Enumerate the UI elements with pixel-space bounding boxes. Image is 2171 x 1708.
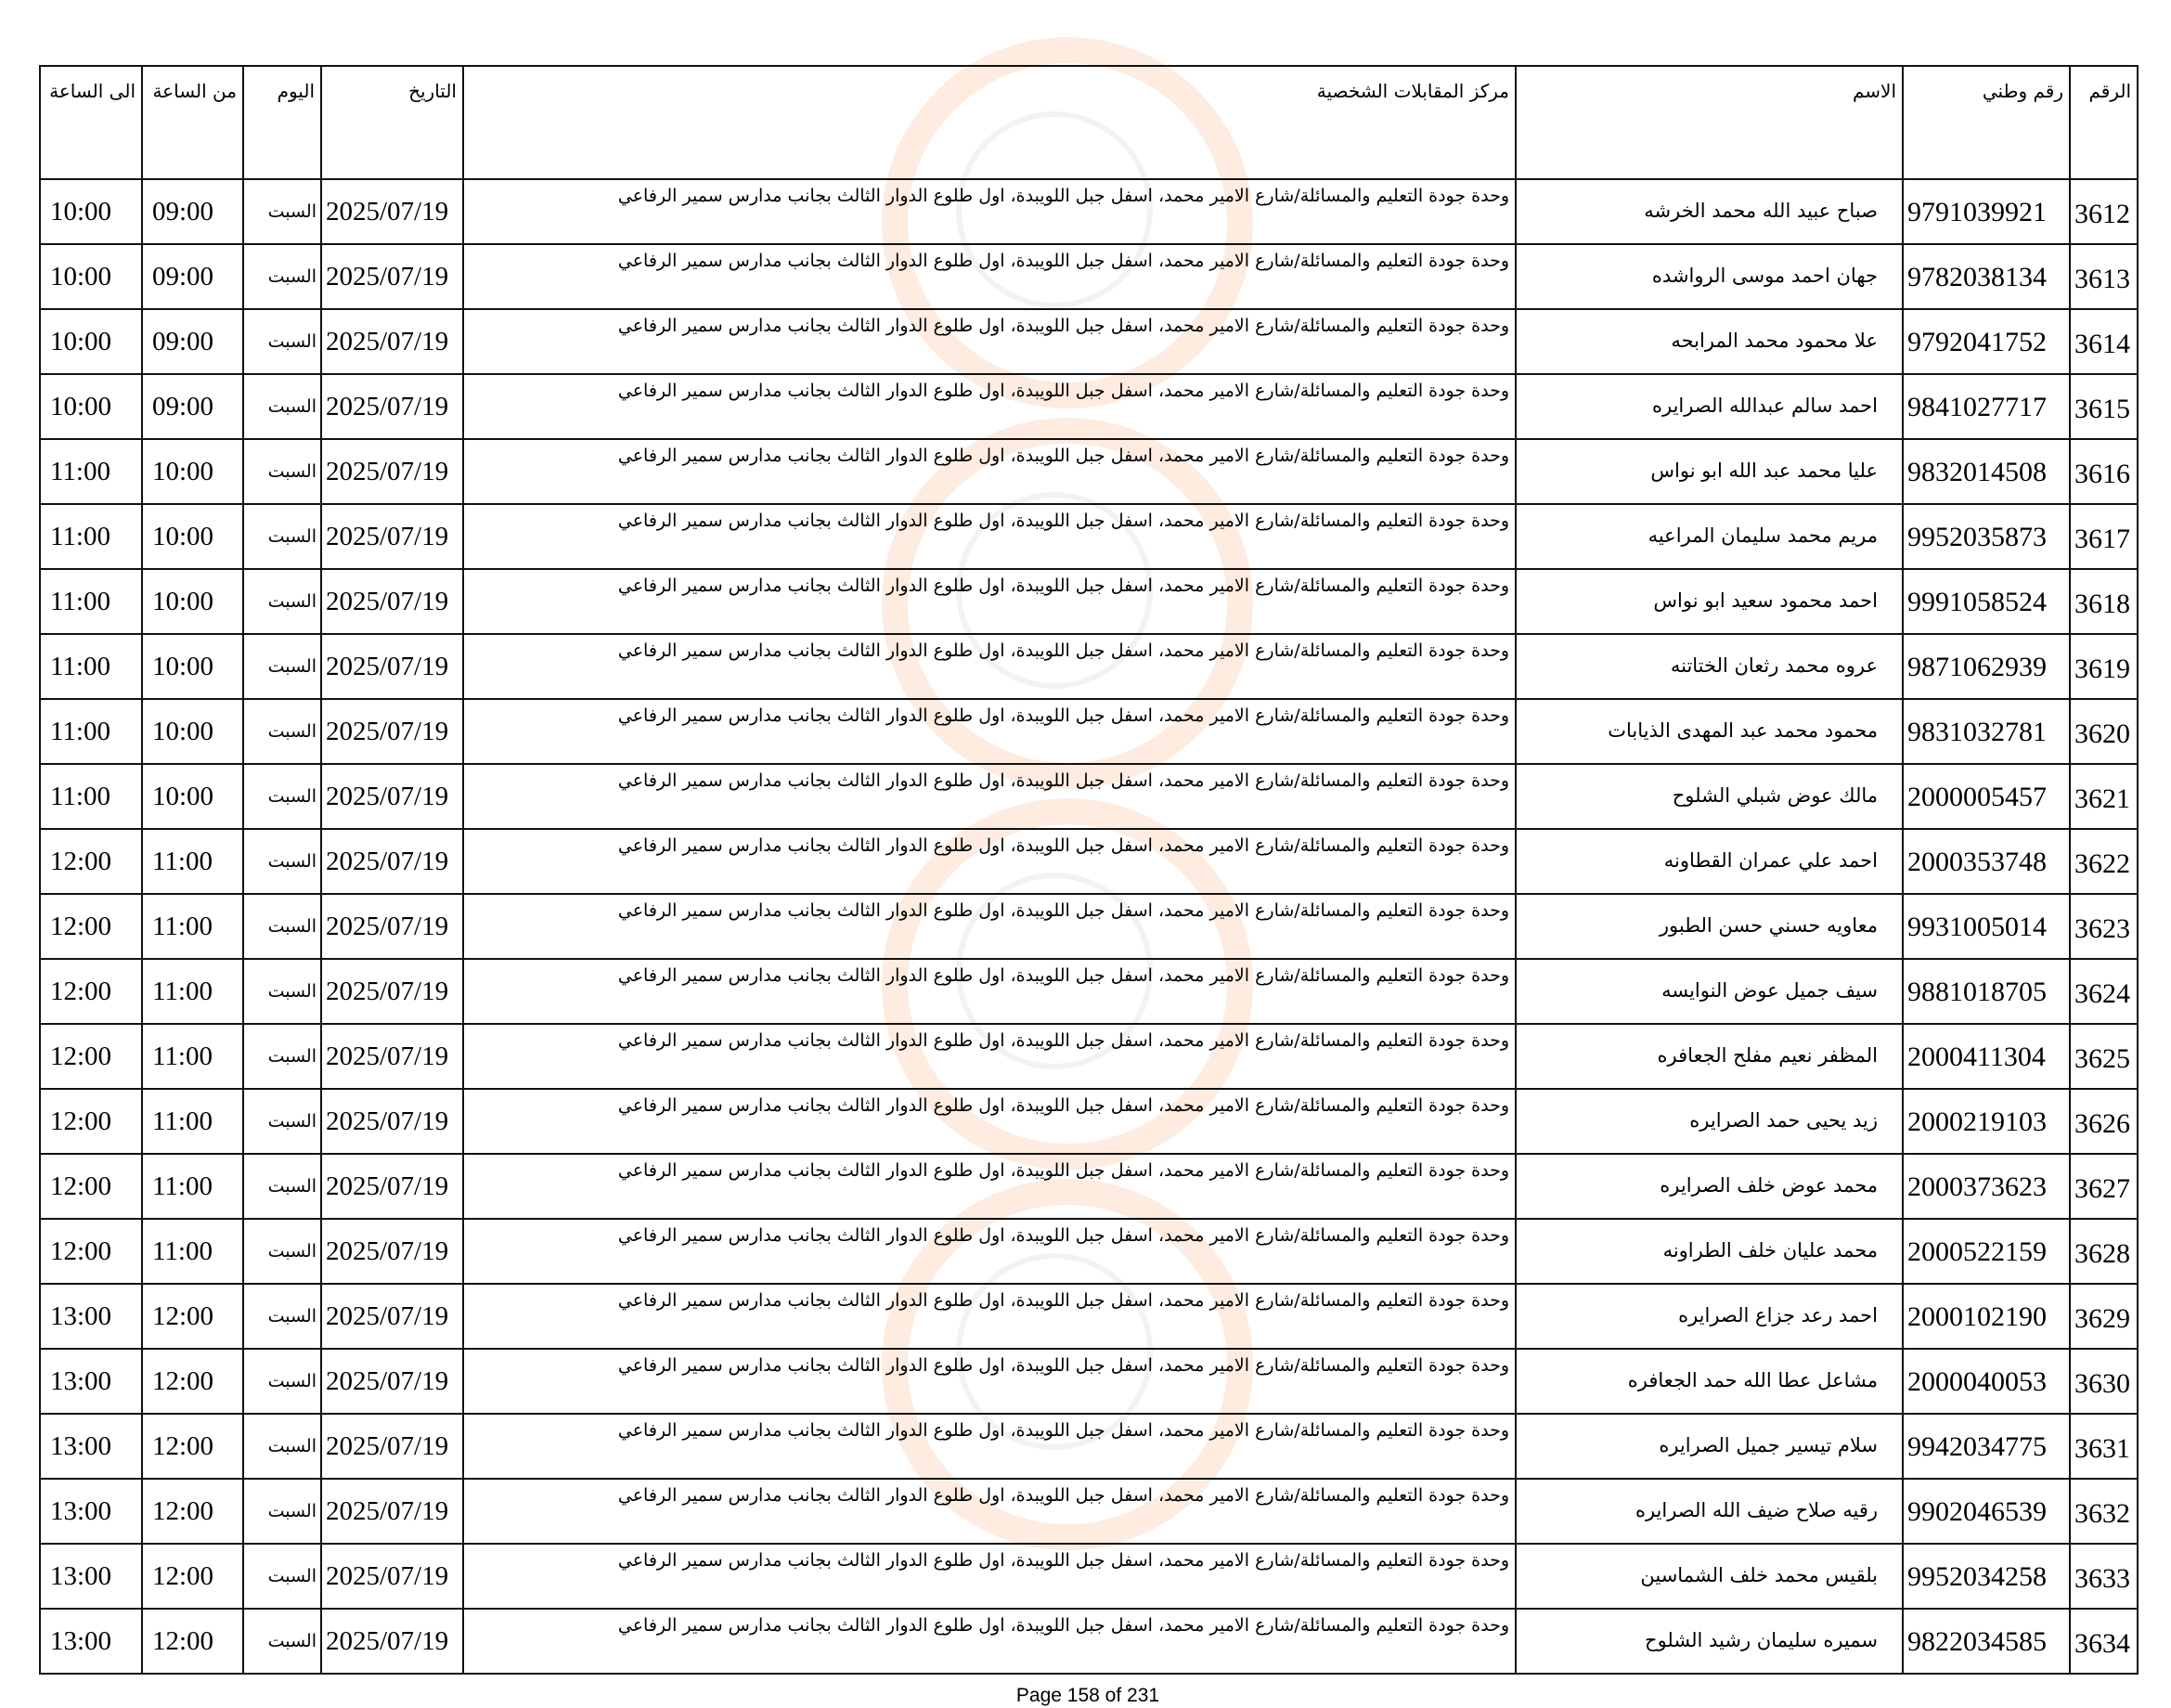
row-number: 3614 (2070, 309, 2138, 374)
time-to: 12:00 (40, 1089, 142, 1154)
national-id: 2000040053 (1903, 1349, 2070, 1414)
interview-center: وحدة جودة التعليم والمسائلة/شارع الامير محمد، اسفل جبل اللويبدة، اول طلوع الدوار الثالث بجانب مدارس سمير الرفاعي (463, 504, 1516, 569)
time-from: 10:00 (142, 439, 243, 504)
row-number: 3619 (2070, 634, 2138, 699)
table-row (40, 1479, 2138, 1544)
time-from: 09:00 (142, 374, 243, 439)
time-to: 11:00 (40, 699, 142, 764)
time-to: 12:00 (40, 1024, 142, 1089)
interview-date: 2025/07/19 (321, 1414, 463, 1479)
row-number: 3617 (2070, 504, 2138, 569)
time-from: 09:00 (142, 179, 243, 244)
applicant-name: سميره سليمان رشيد الشلوح (1516, 1609, 1903, 1674)
time-to: 10:00 (40, 179, 142, 244)
table-row (40, 1089, 2138, 1154)
row-number: 3632 (2070, 1479, 2138, 1544)
interview-day: السبت (243, 634, 321, 699)
time-from: 10:00 (142, 634, 243, 699)
time-to: 11:00 (40, 504, 142, 569)
time-from: 10:00 (142, 504, 243, 569)
time-from: 11:00 (142, 1089, 243, 1154)
table-row (40, 374, 2138, 439)
interview-date: 2025/07/19 (321, 309, 463, 374)
time-from: 11:00 (142, 829, 243, 894)
time-from: 09:00 (142, 244, 243, 309)
interview-day: السبت (243, 1609, 321, 1674)
national-id: 9931005014 (1903, 894, 2070, 959)
national-id: 9841027717 (1903, 374, 2070, 439)
table-row (40, 1284, 2138, 1349)
interview-center: وحدة جودة التعليم والمسائلة/شارع الامير محمد، اسفل جبل اللويبدة، اول طلوع الدوار الثالث بجانب مدارس سمير الرفاعي (463, 829, 1516, 894)
applicant-name: مشاعل عطا الله حمد الجعافره (1516, 1349, 1903, 1414)
national-id: 2000373623 (1903, 1154, 2070, 1219)
national-id: 9991058524 (1903, 569, 2070, 634)
interview-day: السبت (243, 374, 321, 439)
interview-center: وحدة جودة التعليم والمسائلة/شارع الامير محمد، اسفل جبل اللويبدة، اول طلوع الدوار الثالث بجانب مدارس سمير الرفاعي (463, 1414, 1516, 1479)
interview-center: وحدة جودة التعليم والمسائلة/شارع الامير محمد، اسفل جبل اللويبدة، اول طلوع الدوار الثالث بجانب مدارس سمير الرفاعي (463, 1609, 1516, 1674)
header-name: الاسم (1516, 66, 1903, 179)
national-id: 2000411304 (1903, 1024, 2070, 1089)
interview-date: 2025/07/19 (321, 374, 463, 439)
interview-day: السبت (243, 1349, 321, 1414)
table-row (40, 1154, 2138, 1219)
time-to: 12:00 (40, 829, 142, 894)
interview-center: وحدة جودة التعليم والمسائلة/شارع الامير محمد، اسفل جبل اللويبدة، اول طلوع الدوار الثالث بجانب مدارس سمير الرفاعي (463, 1089, 1516, 1154)
table-row (40, 959, 2138, 1024)
interview-day: السبت (243, 1414, 321, 1479)
interview-date: 2025/07/19 (321, 1089, 463, 1154)
applicant-name: معاويه حسني حسن الطبور (1516, 894, 1903, 959)
interview-center: وحدة جودة التعليم والمسائلة/شارع الامير محمد، اسفل جبل اللويبدة، اول طلوع الدوار الثالث بجانب مدارس سمير الرفاعي (463, 179, 1516, 244)
national-id: 9832014508 (1903, 439, 2070, 504)
time-to: 11:00 (40, 634, 142, 699)
interview-date: 2025/07/19 (321, 504, 463, 569)
interview-center: وحدة جودة التعليم والمسائلة/شارع الامير محمد، اسفل جبل اللويبدة، اول طلوع الدوار الثالث بجانب مدارس سمير الرفاعي (463, 1349, 1516, 1414)
time-to: 13:00 (40, 1349, 142, 1414)
national-id: 9791039921 (1903, 179, 2070, 244)
row-number: 3630 (2070, 1349, 2138, 1414)
time-from: 12:00 (142, 1479, 243, 1544)
national-id: 9831032781 (1903, 699, 2070, 764)
table-row (40, 764, 2138, 829)
time-from: 11:00 (142, 1024, 243, 1089)
row-number: 3618 (2070, 569, 2138, 634)
national-id: 9782038134 (1903, 244, 2070, 309)
interview-schedule-table (39, 65, 2139, 1675)
time-to: 12:00 (40, 1219, 142, 1284)
time-to: 12:00 (40, 959, 142, 1024)
time-to: 13:00 (40, 1414, 142, 1479)
interview-center: وحدة جودة التعليم والمسائلة/شارع الامير محمد، اسفل جبل اللويبدة، اول طلوع الدوار الثالث بجانب مدارس سمير الرفاعي (463, 1544, 1516, 1609)
table-row (40, 699, 2138, 764)
time-from: 11:00 (142, 894, 243, 959)
table-row (40, 179, 2138, 244)
table-row (40, 244, 2138, 309)
time-to: 12:00 (40, 1154, 142, 1219)
row-number: 3622 (2070, 829, 2138, 894)
interview-date: 2025/07/19 (321, 179, 463, 244)
interview-center: وحدة جودة التعليم والمسائلة/شارع الامير محمد، اسفل جبل اللويبدة، اول طلوع الدوار الثالث بجانب مدارس سمير الرفاعي (463, 1479, 1516, 1544)
row-number: 3624 (2070, 959, 2138, 1024)
time-from: 12:00 (142, 1284, 243, 1349)
interview-center: وحدة جودة التعليم والمسائلة/شارع الامير محمد، اسفل جبل اللويبدة، اول طلوع الدوار الثالث بجانب مدارس سمير الرفاعي (463, 374, 1516, 439)
table-row (40, 309, 2138, 374)
interview-day: السبت (243, 244, 321, 309)
applicant-name: علا محمود محمد المرابحه (1516, 309, 1903, 374)
applicant-name: محمد عوض خلف الصرايره (1516, 1154, 1903, 1219)
time-from: 12:00 (142, 1609, 243, 1674)
table-row (40, 439, 2138, 504)
interview-date: 2025/07/19 (321, 1609, 463, 1674)
applicant-name: احمد علي عمران القطاونه (1516, 829, 1903, 894)
national-id: 9792041752 (1903, 309, 2070, 374)
row-number: 3621 (2070, 764, 2138, 829)
interview-day: السبت (243, 1024, 321, 1089)
interview-day: السبت (243, 179, 321, 244)
time-from: 12:00 (142, 1414, 243, 1479)
national-id: 9871062939 (1903, 634, 2070, 699)
national-id: 2000005457 (1903, 764, 2070, 829)
header-day: اليوم (243, 66, 321, 179)
interview-day: السبت (243, 764, 321, 829)
header-date: التاريخ (321, 66, 463, 179)
interview-date: 2025/07/19 (321, 1024, 463, 1089)
national-id: 9952034258 (1903, 1544, 2070, 1609)
table-row (40, 1544, 2138, 1609)
national-id: 9822034585 (1903, 1609, 2070, 1674)
applicant-name: عليا محمد عبد الله ابو نواس (1516, 439, 1903, 504)
header-to: الى الساعة (40, 66, 142, 179)
row-number: 3612 (2070, 179, 2138, 244)
applicant-name: عروه محمد رثعان الختاتنه (1516, 634, 1903, 699)
interview-day: السبت (243, 309, 321, 374)
interview-center: وحدة جودة التعليم والمسائلة/شارع الامير محمد، اسفل جبل اللويبدة، اول طلوع الدوار الثالث بجانب مدارس سمير الرفاعي (463, 569, 1516, 634)
interview-date: 2025/07/19 (321, 634, 463, 699)
table-row (40, 1219, 2138, 1284)
applicant-name: المظفر نعيم مفلح الجعافره (1516, 1024, 1903, 1089)
interview-day: السبت (243, 569, 321, 634)
time-to: 12:00 (40, 894, 142, 959)
time-from: 09:00 (142, 309, 243, 374)
interview-date: 2025/07/19 (321, 1154, 463, 1219)
interview-date: 2025/07/19 (321, 1544, 463, 1609)
time-to: 13:00 (40, 1609, 142, 1674)
national-id: 9902046539 (1903, 1479, 2070, 1544)
table-row (40, 1609, 2138, 1674)
interview-date: 2025/07/19 (321, 894, 463, 959)
interview-day: السبت (243, 504, 321, 569)
table-row (40, 1349, 2138, 1414)
national-id: 9881018705 (1903, 959, 2070, 1024)
time-from: 12:00 (142, 1349, 243, 1414)
interview-day: السبت (243, 699, 321, 764)
table-row (40, 569, 2138, 634)
row-number: 3613 (2070, 244, 2138, 309)
national-id: 2000522159 (1903, 1219, 2070, 1284)
interview-center: وحدة جودة التعليم والمسائلة/شارع الامير محمد، اسفل جبل اللويبدة، اول طلوع الدوار الثالث بجانب مدارس سمير الرفاعي (463, 1154, 1516, 1219)
table-row (40, 504, 2138, 569)
table-row (40, 894, 2138, 959)
interview-center: وحدة جودة التعليم والمسائلة/شارع الامير محمد، اسفل جبل اللويبدة، اول طلوع الدوار الثالث بجانب مدارس سمير الرفاعي (463, 764, 1516, 829)
interview-day: السبت (243, 1089, 321, 1154)
national-id: 2000219103 (1903, 1089, 2070, 1154)
header-row-no: الرقم (2070, 66, 2138, 179)
row-number: 3628 (2070, 1219, 2138, 1284)
interview-date: 2025/07/19 (321, 829, 463, 894)
time-to: 13:00 (40, 1544, 142, 1609)
row-number: 3631 (2070, 1414, 2138, 1479)
row-number: 3623 (2070, 894, 2138, 959)
row-number: 3627 (2070, 1154, 2138, 1219)
applicant-name: مريم محمد سليمان المراعيه (1516, 504, 1903, 569)
national-id: 9952035873 (1903, 504, 2070, 569)
table-row (40, 1024, 2138, 1089)
interview-center: وحدة جودة التعليم والمسائلة/شارع الامير محمد، اسفل جبل اللويبدة، اول طلوع الدوار الثالث بجانب مدارس سمير الرفاعي (463, 959, 1516, 1024)
national-id: 2000102190 (1903, 1284, 2070, 1349)
interview-day: السبت (243, 1479, 321, 1544)
applicant-name: سيف جميل عوض النوايسه (1516, 959, 1903, 1024)
interview-center: وحدة جودة التعليم والمسائلة/شارع الامير محمد، اسفل جبل اللويبدة، اول طلوع الدوار الثالث بجانب مدارس سمير الرفاعي (463, 699, 1516, 764)
time-to: 11:00 (40, 569, 142, 634)
interview-day: السبت (243, 959, 321, 1024)
applicant-name: احمد رعد جزاع الصرايره (1516, 1284, 1903, 1349)
applicant-name: مالك عوض شبلي الشلوح (1516, 764, 1903, 829)
applicant-name: بلقيس محمد خلف الشماسين (1516, 1544, 1903, 1609)
row-number: 3616 (2070, 439, 2138, 504)
row-number: 3620 (2070, 699, 2138, 764)
table-row (40, 829, 2138, 894)
time-from: 10:00 (142, 764, 243, 829)
applicant-name: جهان احمد موسى الرواشده (1516, 244, 1903, 309)
interview-day: السبت (243, 1544, 321, 1609)
row-number: 3633 (2070, 1544, 2138, 1609)
row-number: 3626 (2070, 1089, 2138, 1154)
time-from: 12:00 (142, 1544, 243, 1609)
interview-center: وحدة جودة التعليم والمسائلة/شارع الامير محمد، اسفل جبل اللويبدة، اول طلوع الدوار الثالث بجانب مدارس سمير الرفاعي (463, 634, 1516, 699)
time-from: 10:00 (142, 569, 243, 634)
time-to: 13:00 (40, 1284, 142, 1349)
interview-day: السبت (243, 1219, 321, 1284)
interview-date: 2025/07/19 (321, 1479, 463, 1544)
header-from: من الساعة (142, 66, 243, 179)
header-center: مركز المقابلات الشخصية (463, 66, 1516, 179)
applicant-name: صباح عبيد الله محمد الخرشه (1516, 179, 1903, 244)
applicant-name: محمود محمد عبد المهدى الذيابات (1516, 699, 1903, 764)
time-from: 11:00 (142, 1154, 243, 1219)
table-row (40, 1414, 2138, 1479)
interview-date: 2025/07/19 (321, 764, 463, 829)
applicant-name: سلام تيسير جميل الصرايره (1516, 1414, 1903, 1479)
national-id: 9942034775 (1903, 1414, 2070, 1479)
interview-day: السبت (243, 829, 321, 894)
interview-center: وحدة جودة التعليم والمسائلة/شارع الامير محمد، اسفل جبل اللويبدة، اول طلوع الدوار الثالث بجانب مدارس سمير الرفاعي (463, 1284, 1516, 1349)
interview-date: 2025/07/19 (321, 699, 463, 764)
applicant-name: زيد يحيى حمد الصرايره (1516, 1089, 1903, 1154)
header-national-id: رقم وطني (1903, 66, 2070, 179)
time-to: 13:00 (40, 1479, 142, 1544)
interview-date: 2025/07/19 (321, 1284, 463, 1349)
interview-center: وحدة جودة التعليم والمسائلة/شارع الامير محمد، اسفل جبل اللويبدة، اول طلوع الدوار الثالث بجانب مدارس سمير الرفاعي (463, 309, 1516, 374)
interview-day: السبت (243, 1154, 321, 1219)
time-to: 11:00 (40, 764, 142, 829)
interview-center: وحدة جودة التعليم والمسائلة/شارع الامير محمد، اسفل جبل اللويبدة، اول طلوع الدوار الثالث بجانب مدارس سمير الرفاعي (463, 894, 1516, 959)
interview-center: وحدة جودة التعليم والمسائلة/شارع الامير محمد، اسفل جبل اللويبدة، اول طلوع الدوار الثالث بجانب مدارس سمير الرفاعي (463, 1024, 1516, 1089)
interview-day: السبت (243, 439, 321, 504)
national-id: 2000353748 (1903, 829, 2070, 894)
header-row (40, 66, 2138, 179)
time-from: 11:00 (142, 959, 243, 1024)
applicant-name: محمد عليان خلف الطراونه (1516, 1219, 1903, 1284)
interview-center: وحدة جودة التعليم والمسائلة/شارع الامير محمد، اسفل جبل اللويبدة، اول طلوع الدوار الثالث بجانب مدارس سمير الرفاعي (463, 1219, 1516, 1284)
interview-date: 2025/07/19 (321, 569, 463, 634)
row-number: 3625 (2070, 1024, 2138, 1089)
applicant-name: احمد محمود سعيد ابو نواس (1516, 569, 1903, 634)
row-number: 3615 (2070, 374, 2138, 439)
interview-date: 2025/07/19 (321, 1349, 463, 1414)
applicant-name: احمد سالم عبدالله الصرايره (1516, 374, 1903, 439)
interview-date: 2025/07/19 (321, 244, 463, 309)
interview-center: وحدة جودة التعليم والمسائلة/شارع الامير محمد، اسفل جبل اللويبدة، اول طلوع الدوار الثالث بجانب مدارس سمير الرفاعي (463, 439, 1516, 504)
table-row (40, 634, 2138, 699)
time-to: 10:00 (40, 374, 142, 439)
page-number: Page 158 of 231 (1015, 1685, 1160, 1706)
interview-day: السبت (243, 894, 321, 959)
interview-date: 2025/07/19 (321, 439, 463, 504)
row-number: 3629 (2070, 1284, 2138, 1349)
time-from: 11:00 (142, 1219, 243, 1284)
applicant-name: رقيه صلاح ضيف الله الصرايره (1516, 1479, 1903, 1544)
interview-center: وحدة جودة التعليم والمسائلة/شارع الامير محمد، اسفل جبل اللويبدة، اول طلوع الدوار الثالث بجانب مدارس سمير الرفاعي (463, 244, 1516, 309)
time-to: 11:00 (40, 439, 142, 504)
interview-date: 2025/07/19 (321, 959, 463, 1024)
interview-day: السبت (243, 1284, 321, 1349)
time-from: 10:00 (142, 699, 243, 764)
interview-date: 2025/07/19 (321, 1219, 463, 1284)
time-to: 10:00 (40, 244, 142, 309)
row-number: 3634 (2070, 1609, 2138, 1674)
time-to: 10:00 (40, 309, 142, 374)
